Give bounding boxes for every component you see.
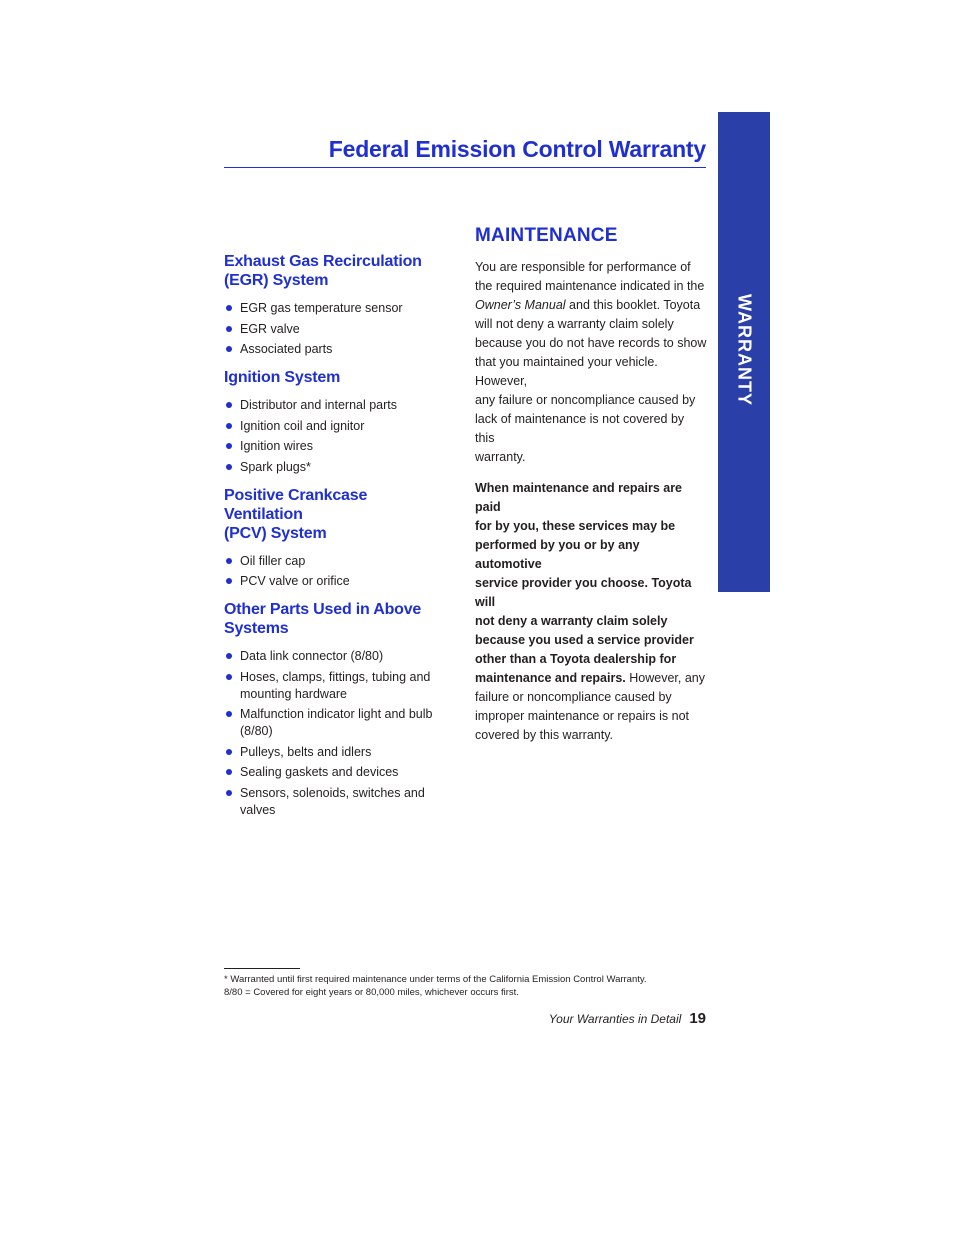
list-item	[224, 459, 442, 476]
footnote-8-80: 8/80 = Covered for eight years or 80,000 miles, whichever occurs first.	[224, 987, 519, 998]
footnotes	[224, 973, 714, 999]
page-title: Federal Emission Control Warranty	[328, 136, 706, 162]
list-item-text: Associated parts	[240, 342, 333, 356]
para-line-bold: because you used a service provider	[475, 633, 694, 647]
title-divider	[224, 167, 706, 168]
bullet-icon	[226, 674, 232, 680]
section-title-line: (EGR) System	[224, 272, 329, 289]
para-line-bold: When maintenance and repairs are paid	[475, 481, 683, 514]
list-item-text: valves	[240, 802, 276, 817]
section-title-egr	[224, 252, 442, 290]
para-line: that you maintained your vehicle. However,	[475, 355, 658, 388]
bullet-icon	[226, 423, 232, 429]
other-parts-list	[224, 648, 442, 819]
list-item-text: Pulleys, belts and idlers	[240, 744, 372, 759]
egr-parts-list	[224, 300, 442, 358]
footer-section-name: Your Warranties in Detail	[548, 1012, 682, 1026]
para-line: improper maintenance or repairs is not	[475, 709, 689, 723]
list-item-text: Sealing gaskets and devices	[240, 765, 399, 779]
list-item	[224, 341, 442, 358]
list-item	[224, 553, 442, 570]
list-item-text: Distributor and internal parts	[240, 398, 398, 412]
bullet-icon	[226, 749, 232, 755]
ignition-parts-list	[224, 397, 442, 476]
section-title-other-parts	[224, 600, 442, 638]
para-line-bold: service provider you choose. Toyota will	[475, 576, 692, 609]
pcv-parts-list	[224, 553, 442, 591]
list-item-text: PCV valve or orifice	[240, 574, 350, 588]
right-column	[475, 224, 707, 757]
page-number: 19	[689, 1010, 706, 1027]
footnote-asterisk: * Warranted until first required maintenance under terms of the California Emission Control Warranty.	[224, 974, 647, 985]
section-title-line: Positive Crankcase Ventilation	[224, 486, 368, 523]
bullet-icon	[226, 711, 232, 717]
bullet-icon	[226, 443, 232, 449]
para-line: lack of maintenance is not covered by this	[475, 412, 685, 445]
para-line: because you do not have records to show	[475, 336, 707, 350]
list-item-text: Ignition wires	[240, 439, 313, 453]
para-line-bold: for by you, these services may be	[475, 519, 676, 533]
bullet-icon	[226, 326, 232, 332]
para-line: However, any	[625, 671, 705, 685]
owners-manual-ref: Owner’s Manual	[475, 298, 566, 312]
list-item	[224, 397, 442, 414]
bullet-icon	[226, 346, 232, 352]
list-item-text: Ignition coil and ignitor	[240, 418, 365, 433]
list-item-text: Sensors, solenoids, switches and	[240, 785, 425, 800]
para-line-bold: other than a Toyota dealership for	[475, 652, 677, 666]
list-item	[224, 321, 442, 338]
section-title-line: Exhaust Gas Recirculation	[224, 253, 422, 270]
side-tab	[718, 112, 770, 592]
list-item-text: Spark plugs*	[240, 459, 311, 474]
section-title-line: Ignition System	[224, 369, 341, 386]
para-line: covered by this warranty.	[475, 728, 614, 742]
maintenance-title: MAINTENANCE	[475, 225, 618, 246]
para-line-bold: maintenance and repairs.	[475, 671, 626, 685]
para-line: any failure or noncompliance caused by	[475, 393, 696, 407]
para-line: warranty.	[475, 450, 526, 464]
left-column	[224, 252, 442, 825]
para-line-bold: performed by you or by any automotive	[475, 538, 640, 571]
bullet-icon	[226, 653, 232, 659]
section-title-pcv	[224, 486, 442, 543]
list-item	[224, 573, 442, 590]
list-item-text: Malfunction indicator light and bulb	[240, 707, 433, 721]
side-tab-label: WARRANTY	[734, 294, 755, 406]
para-line: will not deny a warranty claim solely	[475, 317, 674, 331]
maintenance-paragraph-1	[475, 258, 707, 467]
para-line: You are responsible for performance of	[475, 260, 691, 274]
para-line: failure or noncompliance caused by	[475, 690, 672, 704]
para-line: the required maintenance indicated in the	[475, 279, 705, 293]
list-item-text: Data link connector (8/80)	[240, 649, 384, 663]
bullet-icon	[226, 790, 232, 796]
list-item	[224, 744, 442, 761]
section-title-ignition	[224, 368, 442, 387]
list-item	[224, 648, 442, 665]
bullet-icon	[226, 464, 232, 470]
list-item-text: (8/80)	[240, 724, 273, 738]
section-title-line: Other Parts Used in Above	[224, 601, 422, 618]
list-item-text: EGR gas temperature sensor	[240, 301, 403, 315]
list-item	[224, 418, 442, 435]
list-item-text: Hoses, clamps, fittings, tubing and	[240, 669, 431, 684]
bullet-icon	[226, 558, 232, 564]
bullet-icon	[226, 402, 232, 408]
maintenance-paragraph-2	[475, 479, 707, 745]
list-item	[224, 785, 442, 819]
list-item	[224, 669, 442, 703]
footnote-divider	[224, 968, 300, 969]
list-item	[224, 438, 442, 455]
para-line-bold: not deny a warranty claim solely	[475, 614, 668, 628]
page-footer	[549, 1010, 706, 1027]
para-line: and this booklet. Toyota	[565, 298, 701, 312]
list-item-text: Oil filler cap	[240, 553, 306, 568]
list-item	[224, 300, 442, 317]
list-item	[224, 706, 442, 740]
bullet-icon	[226, 769, 232, 775]
section-title-line: Systems	[224, 620, 289, 637]
list-item-text: mounting hardware	[240, 686, 348, 701]
bullet-icon	[226, 578, 232, 584]
list-item	[224, 764, 442, 781]
list-item-text: EGR valve	[240, 321, 300, 336]
section-title-line: (PCV) System	[224, 524, 327, 542]
bullet-icon	[226, 305, 232, 311]
